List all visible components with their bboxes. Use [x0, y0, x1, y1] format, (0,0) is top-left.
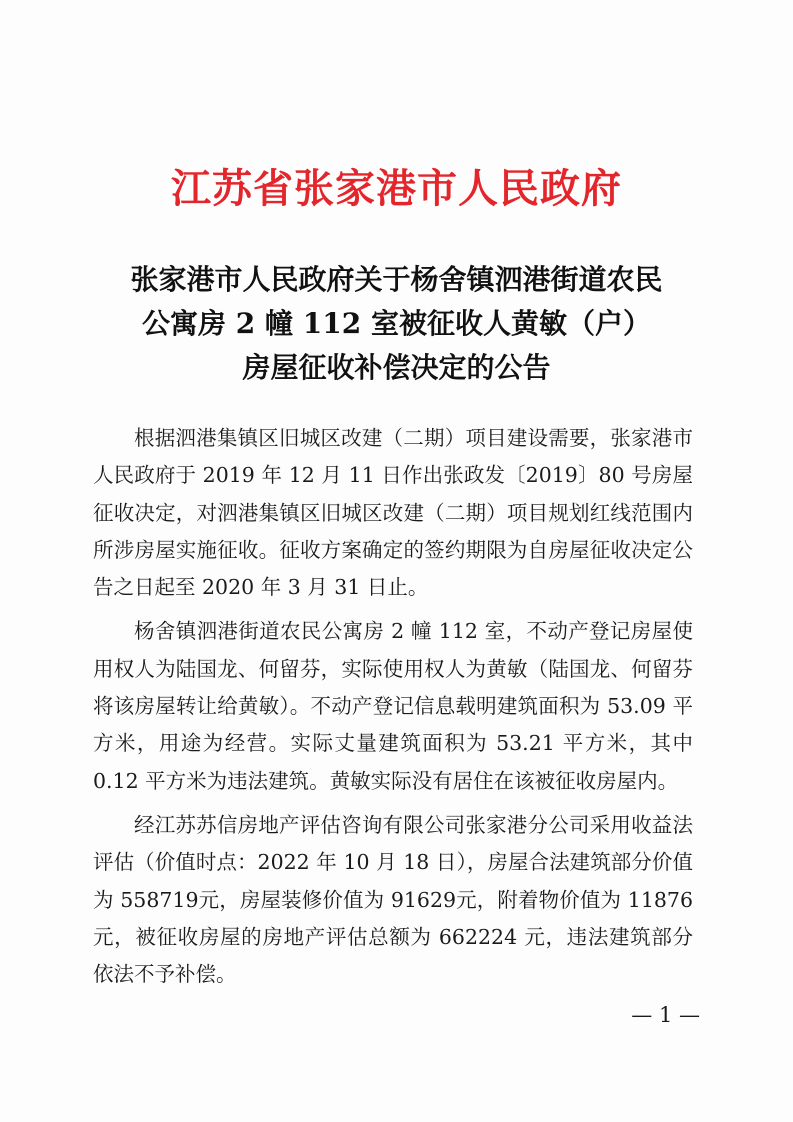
paragraph-property-info: 杨舍镇泗港街道农民公寓房 2 幢 112 室，不动产登记房屋使用权人为陆国龙、何留芬，实际使用权人为黄敏（陆国龙、何留芬将该房屋转让给黄敏）。不动产登记信息载明建筑面积为 53.09 平方米，用途为经营。实际丈量建筑面积为 53.21 平方米，其中 0.12 平方米为违法建筑。黄敏实际没有居住在该被征收房屋内。 [93, 619, 693, 793]
title-line-1: 张家港市人民政府关于杨舍镇泗港街道农民 [130, 263, 663, 296]
title-line-3: 房屋征收补偿决定的公告 [242, 351, 551, 384]
page-number: — 1 — [631, 1003, 700, 1027]
announcement-body [93, 420, 693, 1000]
paragraph-valuation: 经江苏苏信房地产评估咨询有限公司张家港分公司采用收益法评估（价值时点：2022 年 10 月 18 日），房屋合法建筑部分价值为 558719元，房屋装修价值为 91629元，附着物价值为 11876 元，被征收房屋的房地产评估总额为 662224 元，违法建筑部分依法不予补偿。 [93, 812, 693, 987]
paragraph-project-basis: 根据泗港集镇区旧城区改建（二期）项目建设需要，张家港市人民政府于 2019 年 12 月 11 日作出张政发〔2019〕80 号房屋征收决定，对泗港集镇区旧城区改建（二期）项目规划红线范围内所涉房屋实施征收。征收方案确定的签约期限为自房屋征收决定公告之日起至 2020 年 3 月 31 日止。 [93, 426, 693, 600]
government-masthead: 江苏省张家港市人民政府 [171, 165, 622, 212]
title-line-2: 公寓房 2 幢 112 室被征收人黄敏（户） [142, 307, 651, 340]
announcement-title [60, 258, 733, 390]
